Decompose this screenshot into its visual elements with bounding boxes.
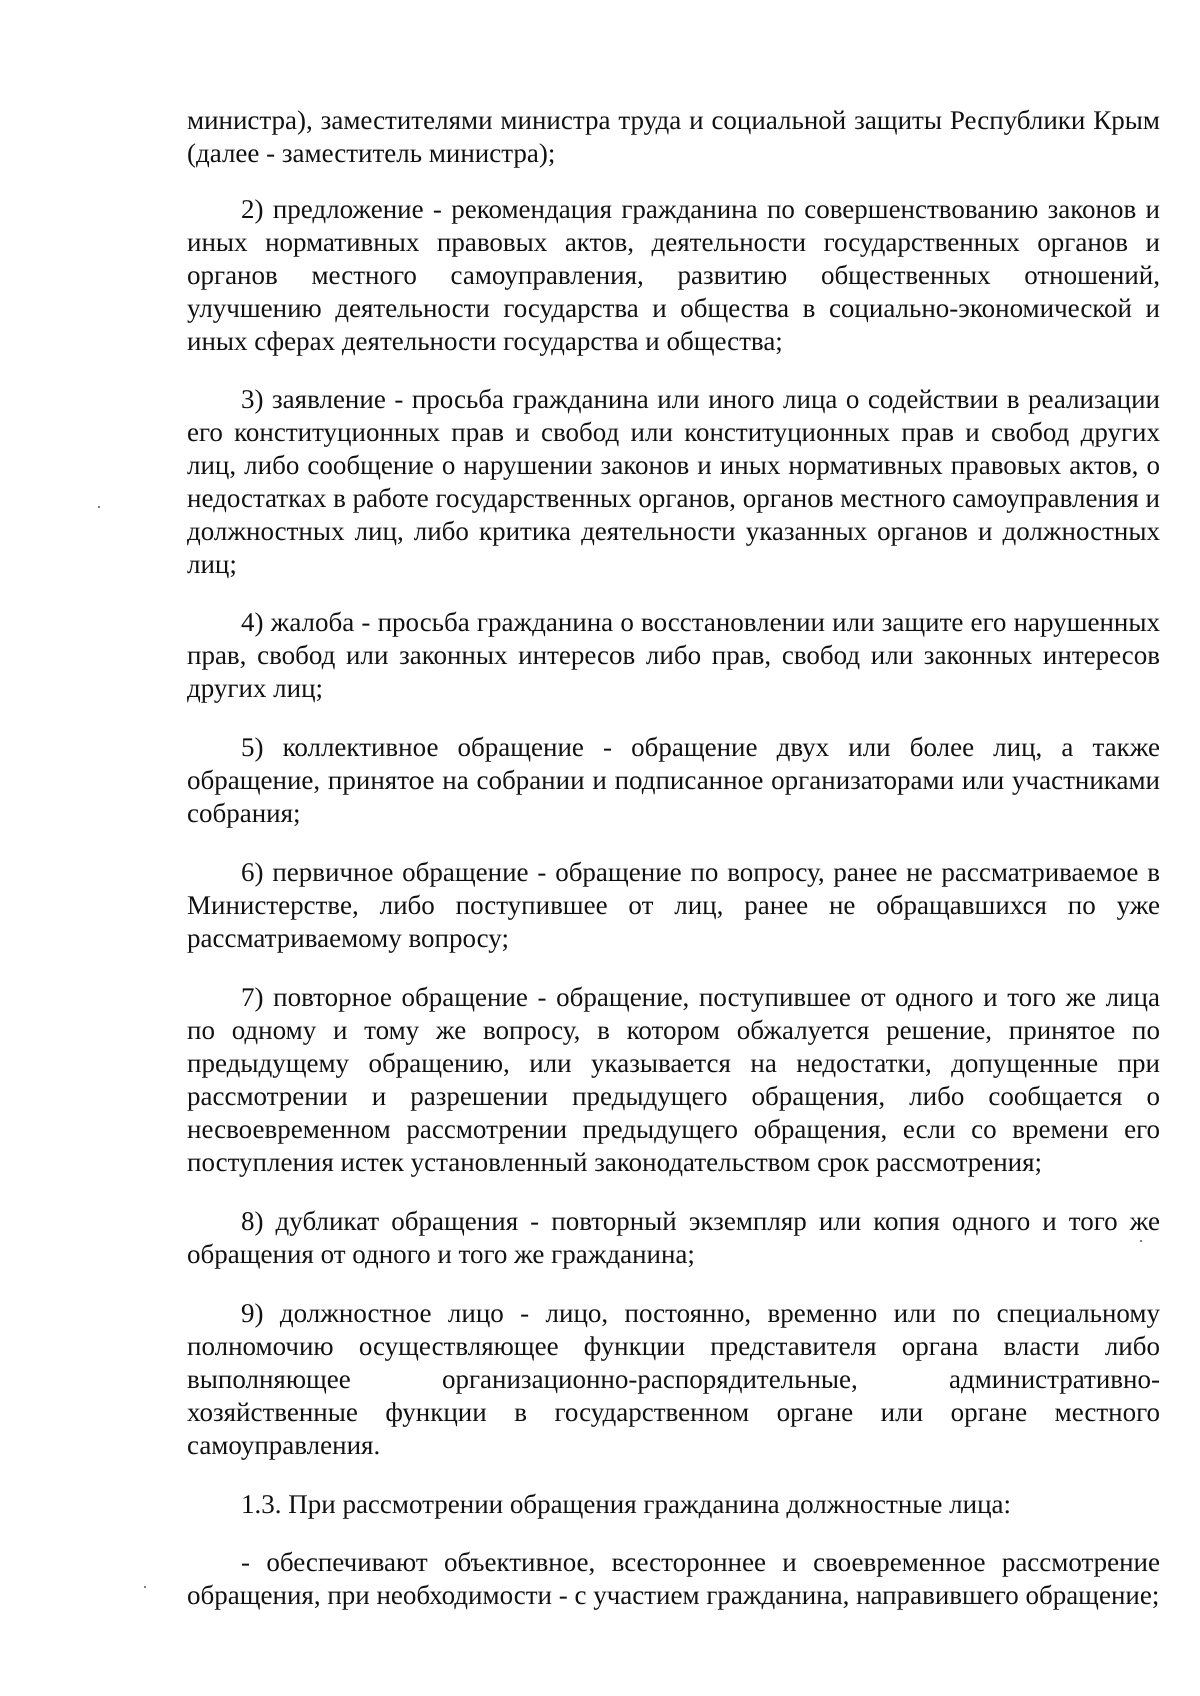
paragraph-definition-primary-appeal: 6) первичное обращение - обращение по вопросу, ранее не рассматриваемое в Министерстве, либо поступившее от лиц, ранее не обращавшихся по уже рассматриваемому вопросу; [187, 857, 1160, 953]
paragraph-definition-complaint: 4) жалоба - просьба гражданина о восстановлении или защите его нарушенных прав, свобод или законных интересов либо прав, свобод или законных интересов других лиц; [187, 607, 1160, 703]
paragraph-definition-proposal: 2) предложение - рекомендация гражданина по совершенствованию законов и иных нормативных правовых актов, деятельности государственных органов и органов местного самоуправления, развитию общественных отношений, улучшению деятельности государства и общества в социально-экономической и иных сферах деятельности государства и общества; [187, 194, 1160, 356]
paragraph-section-1-3: 1.3. При рассмотрении обращения гражданина должностные лица: [241, 1489, 1012, 1519]
paragraph-definition-repeat-appeal: 7) повторное обращение - обращение, поступившее от одного и того же лица по одному и тому же вопросу, в котором обжалуется решение, принятое по предыдущему обращению, или указывается на недостатки, допущенные при рассмотрении и разрешении предыдущего обращения, либо сообщается о несвоевременном рассмотрении предыдущего обращения, если со времени его поступления истек установленный законодательством срок рассмотрения; [187, 982, 1160, 1177]
scan-speck [1140, 1240, 1142, 1242]
paragraph-list-item: - обеспечивают объективное, всестороннее и своевременное рассмотрение обращения, при необходимости - с участием гражданина, направившего обращение; [187, 1547, 1160, 1610]
document-body [187, 104, 1160, 1612]
paragraph-definition-statement: 3) заявление - просьба гражданина или иного лица о содействии в реализации его конституционных прав и свобод или конституционных прав и свобод других лиц, либо сообщение о нарушении законов и иных нормативных правовых актов, о недостатках в работе государственных органов, органов местного самоуправления и должностных лиц, либо критика деятельности указанных органов и должностных лиц; [187, 384, 1160, 579]
scan-speck [98, 506, 100, 508]
scan-speck [144, 1586, 146, 1588]
paragraph-definition-official: 9) должностное лицо - лицо, постоянно, временно или по специальному полномочию осуществляющее функции представителя органа власти либо выполняющее организационно-распорядительные, административно-хозяйственные функции в государственном органе или органе местного самоуправления. [187, 1298, 1160, 1460]
paragraph-continuation: министра), заместителями министра труда и социальной защиты Республики Крым (далее - заместитель министра); [187, 105, 1160, 168]
paragraph-definition-duplicate: 8) дубликат обращения - повторный экземпляр или копия одного и того же обращения от одного и того же гражданина; [187, 1206, 1160, 1269]
paragraph-definition-collective-appeal: 5) коллективное обращение - обращение двух или более лиц, а также обращение, принятое на собрании и подписанное организаторами или участниками собрания; [187, 732, 1160, 828]
